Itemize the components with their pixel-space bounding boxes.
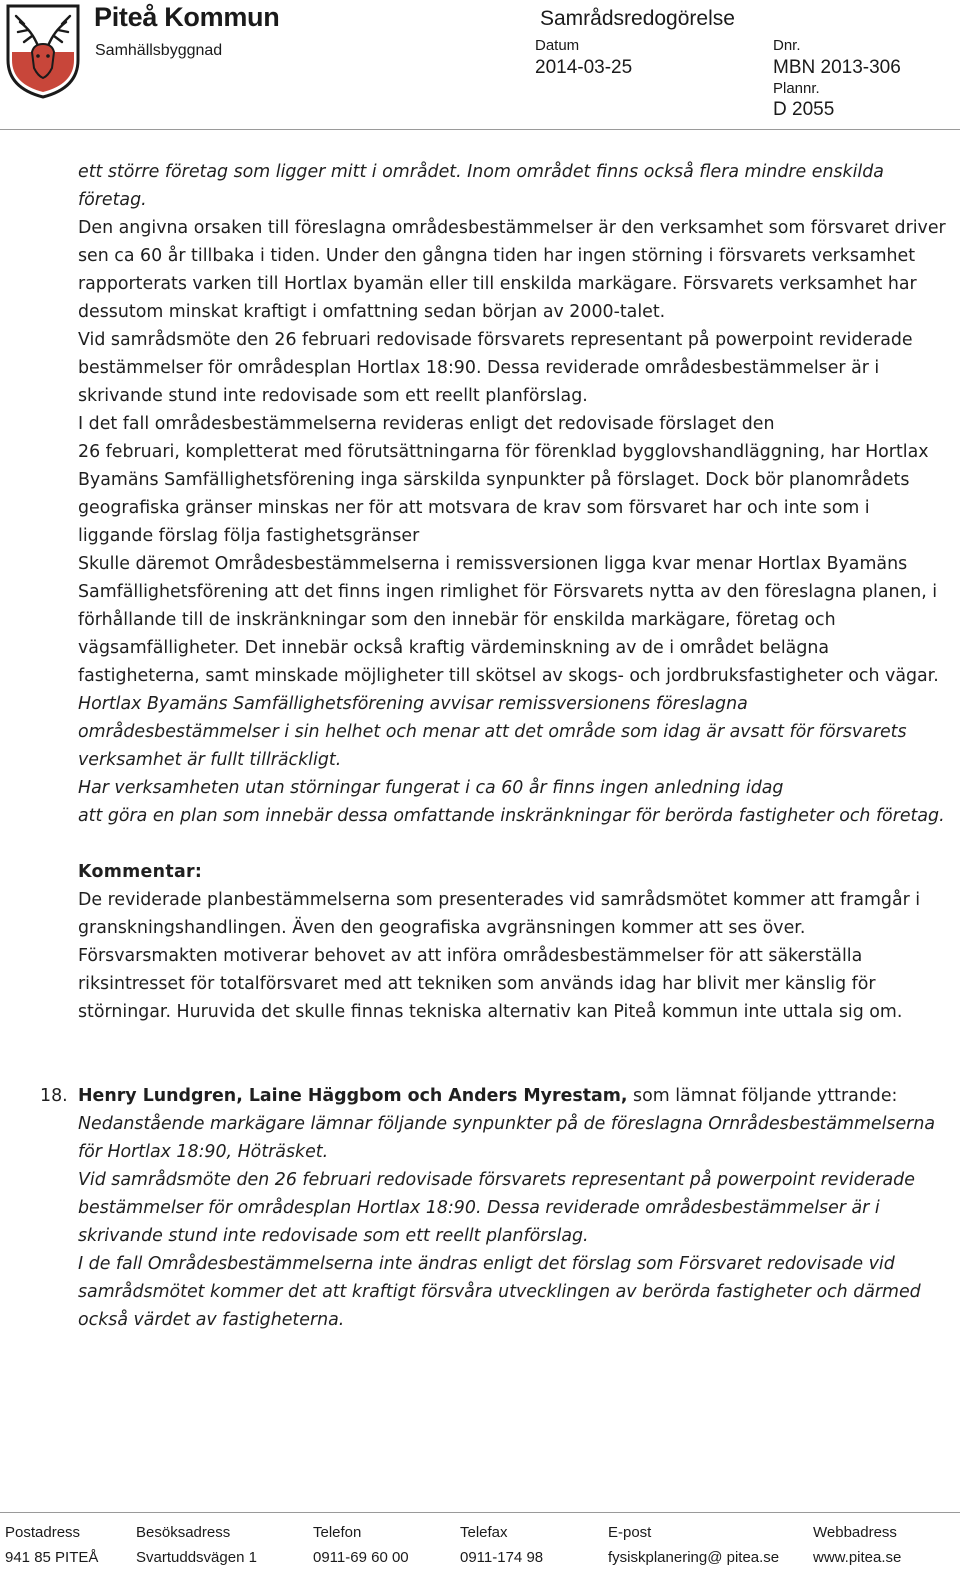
numbered-item-18 bbox=[40, 1082, 948, 1110]
item-intro: som lämnat följande yttrande: bbox=[627, 1086, 898, 1106]
fax-value: 0911-174 98 bbox=[460, 1549, 544, 1566]
quoted-paragraph: Vid samrådsmöte den 26 februari redovisade försvarets representant på powerpoint reviderade bestämmelser för områdesplan Hortlax 18:90. Dessa reviderade områdesbestämmelser är i skrivande stund inte redovisade som ett reellt planförslag. bbox=[78, 1170, 915, 1246]
body-paragraph: Skulle däremot Områdesbestämmelserna i remissversionen ligga kvar menar Hortlax Byamäns Samfällighetsförening att det finns ingen rimlighet för Försvarets nytta av den föreslagna planen, i förhållande till de inskränkningar som den innebär för enskilda markägare, företag och vägsamfälligheter. Det innebär också kraftig värdeminskning av de i området belägna fastigheterna, samt minskade möjligheter till skötsel av skogs- och jordbruksfastigheter och vägar. bbox=[78, 554, 939, 686]
dnr-value: MBN 2013-306 bbox=[773, 57, 901, 78]
body-paragraph: ett större företag som ligger mitt i området. Inom området finns också flera mindre enskilda företag. bbox=[78, 162, 884, 210]
visiting-address-label: Besöksadress bbox=[136, 1524, 231, 1541]
body-paragraph: att göra en plan som innebär dessa omfattande inskränkningar för berörda fastigheter och företag. bbox=[78, 806, 945, 826]
dnr-label: Dnr. bbox=[773, 37, 801, 54]
item-number: 18. bbox=[40, 1086, 68, 1106]
website-value: www.pitea.se bbox=[813, 1549, 902, 1566]
page-header bbox=[0, 0, 960, 132]
municipality-coat-of-arms-icon bbox=[4, 2, 82, 100]
document-body bbox=[40, 158, 948, 1334]
comment-heading: Kommentar: bbox=[78, 862, 203, 882]
body-paragraph: Vid samrådsmöte den 26 februari redovisade försvarets representant på powerpoint reviderade bestämmelser för områdesplan Hortlax 18:90. Dessa reviderade områdesbestämmelser är i skrivande stund inte redovisade som ett reellt planförslag. bbox=[78, 330, 913, 406]
document-type: Samrådsredogörelse bbox=[540, 7, 735, 30]
item-respondents: Henry Lundgren, Laine Häggbom och Anders Myrestam, bbox=[78, 1086, 628, 1106]
date-label: Datum bbox=[535, 37, 580, 54]
email-value: fysiskplanering@ pitea.se bbox=[608, 1549, 780, 1566]
footer-divider bbox=[0, 1512, 960, 1513]
phone-label: Telefon bbox=[313, 1524, 362, 1541]
header-divider bbox=[0, 129, 960, 130]
website-label: Webbadress bbox=[813, 1524, 897, 1541]
body-paragraph: 26 februari, kompletterat med förutsättningarna för förenklad bygglovshandläggning, har Hortlax Byamäns Samfällighetsförening inga särskilda synpunkter på förslaget. Dock bör planområdets geografiska gränser minskas ner för att motsvara de krav som försvaret har och inte som i liggande förslag följa fastighetsgränser bbox=[78, 442, 929, 546]
body-paragraph: I det fall områdesbestämmelserna revideras enligt det redovisade förslaget den bbox=[78, 414, 775, 434]
plan-number-label: Plannr. bbox=[773, 80, 820, 97]
organization-name: Piteå Kommun bbox=[94, 2, 280, 32]
fax-label: Telefax bbox=[460, 1524, 508, 1541]
quoted-paragraph: I de fall Områdesbestämmelserna inte ändras enligt det förslag som Försvaret redovisade vid samrådsmötet kommer det att kraftigt försvåra utvecklingen av berörda fastigheter och därmed också värdet av fastigheterna. bbox=[78, 1254, 921, 1330]
postal-address-value: 941 85 PITEÅ bbox=[5, 1549, 99, 1566]
body-paragraph: Hortlax Byamäns Samfällighetsförening avvisar remissversionens föreslagna områdesbestämmelser i sin helhet och menar att det område som idag är avsatt för försvarets verksamhet är fullt tillräckligt. bbox=[78, 694, 907, 770]
page-footer bbox=[0, 1512, 960, 1585]
body-paragraph: Har verksamheten utan störningar fungerat i ca 60 år finns ingen anledning idag bbox=[78, 778, 784, 798]
quoted-paragraph: Nedanstående markägare lämnar följande synpunkter på de föreslagna Ornrådesbestämmelserna för Hortlax 18:90, Höträsket. bbox=[78, 1114, 936, 1162]
phone-value: 0911-69 60 00 bbox=[313, 1549, 409, 1566]
plan-number-value: D 2055 bbox=[773, 99, 835, 120]
body-paragraph: Den angivna orsaken till föreslagna områdesbestämmelser är den verksamhet som försvaret driver sen ca 60 år tillbaka i tiden. Under den gångna tiden har ingen störning i försvarets verksamhet rapporterats varken till Hortlax byamän eller till enskilda markägare. Försvarets verksamhet har dessutom minskat kraftigt i omfattning sedan början av 2000-talet. bbox=[78, 218, 946, 322]
comment-paragraph: Försvarsmakten motiverar behovet av att införa områdesbestämmelser för att säkerställa riksintresset för totalförsvaret med att tekniken som används idag har blivit mer känslig för störningar. Huruvida det skulle finnas tekniska alternativ kan Piteå kommun inte uttala sig om. bbox=[78, 946, 903, 1022]
postal-address-label: Postadress bbox=[5, 1524, 81, 1541]
visiting-address-value: Svartuddsvägen 1 bbox=[136, 1549, 257, 1566]
comment-paragraph: De reviderade planbestämmelserna som presenterades vid samrådsmötet kommer att framgår i granskningshandlingen. Även den geografiska avgränsningen kommer att ses över. bbox=[78, 890, 921, 938]
organization-department: Samhällsbyggnad bbox=[95, 42, 223, 59]
date-value: 2014-03-25 bbox=[535, 57, 633, 78]
email-label: E-post bbox=[608, 1524, 652, 1541]
